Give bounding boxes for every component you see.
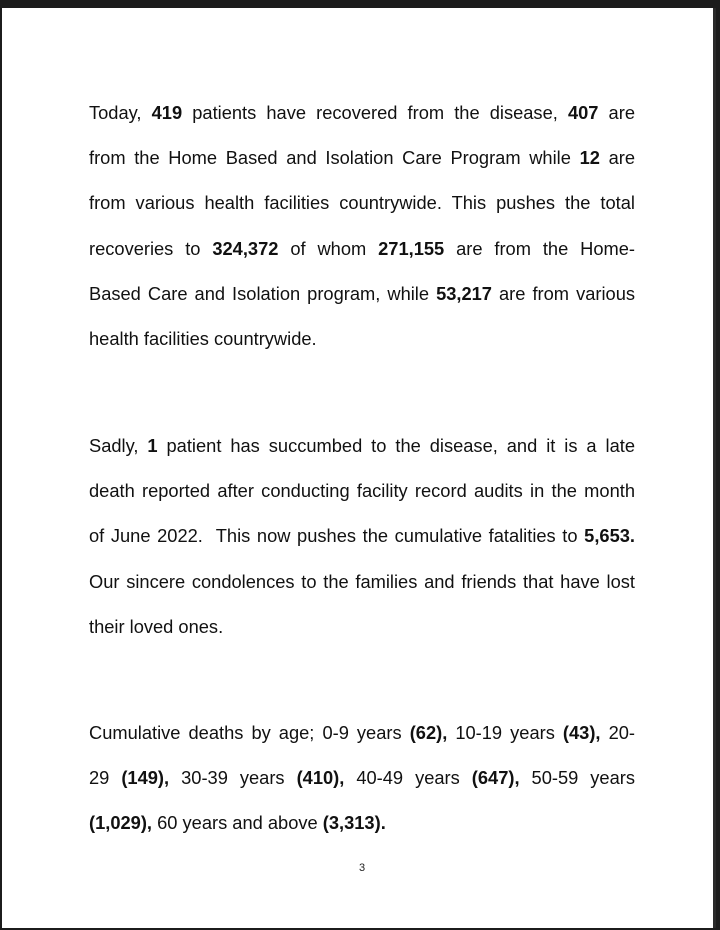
text-line: 29 (149), 30-39 years (410), 40-49 years (647), 50-59 years [89, 767, 635, 789]
text-line: Based Care and Isolation program, while 53,217 are from various [89, 282, 635, 304]
text-line: recoveries to 324,372 of whom 271,155 are from the Home- [89, 237, 635, 259]
text-line: death reported after conducting facility record audits in the month [89, 480, 635, 502]
recoveries-paragraph [89, 90, 635, 361]
text-line: Sadly, 1 patient has succumbed to the disease, and it is a late [89, 435, 636, 456]
text-line: Our sincere condolences to the families and friends that have lost [89, 570, 635, 592]
text-line: Today, 419 patients have recovered from the disease, 407 are [89, 102, 635, 123]
text-line: from various health facilities countrywide. This pushes the total [89, 192, 635, 214]
text-line: from the Home Based and Isolation Care Program while 12 are [89, 147, 635, 169]
page-number: 3 [358, 862, 366, 874]
deaths-by-age-paragraph [89, 710, 635, 846]
document-page [2, 8, 716, 928]
text-line: Cumulative deaths by age; 0-9 years (62), 10-19 years (43), 20- [89, 722, 635, 743]
text-line: their loved ones. [89, 615, 224, 637]
text-line: (1,029), 60 years and above (3,313). [89, 812, 386, 834]
text-line: health facilities countrywide. [89, 327, 317, 349]
text-line: of June 2022. This now pushes the cumulative fatalities to 5,653. [89, 525, 635, 547]
fatalities-paragraph [89, 423, 635, 649]
